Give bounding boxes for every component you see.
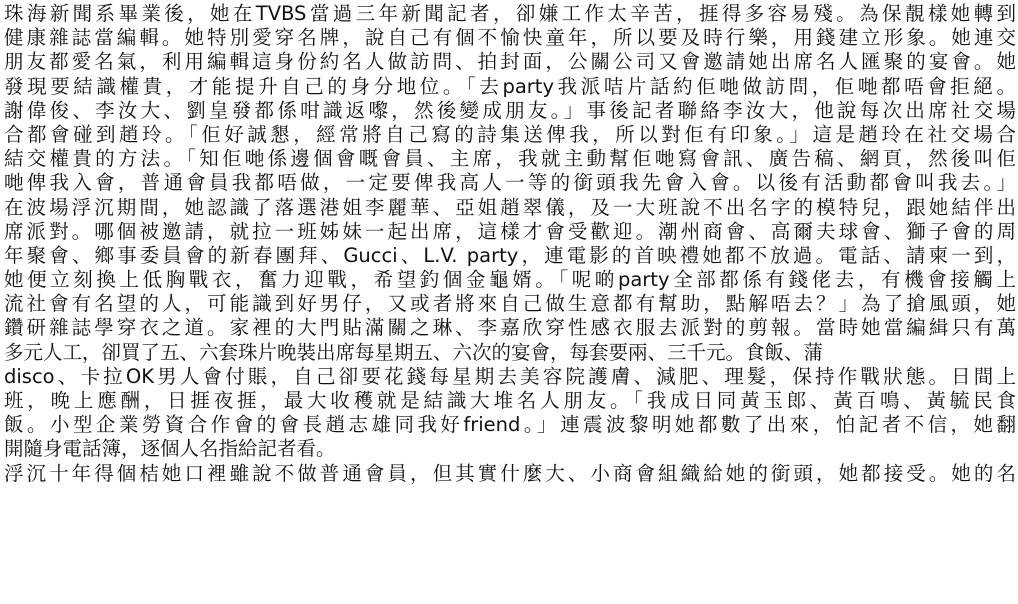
text-line: 健康雜誌當編輯。她特別愛穿名牌，說自己有個不愉快童年，所以要及時行樂，用錢建立形象。她連交 bbox=[4, 26, 1016, 50]
text-line: disco、卡拉OK男人會付賬，自己卻要花錢每星期去美容院護膚、減肥、理髮，保持作戰狀態。日間上 bbox=[4, 364, 1016, 388]
text-line: 珠海新聞系畢業後，她在TVBS當過三年新聞記者，卻嫌工作太辛苦，捱得多容易殘。為保靚樣她轉到 bbox=[4, 2, 1016, 25]
text-line: 她便立刻換上低胸戰衣，奮力迎戰，希望釣個金龜婿。「呢啲party全部都係有錢佬去，有機會接觸上 bbox=[4, 268, 1016, 292]
text-line: 哋俾我入會，普通會員我都唔做，一定要俾我高人一等的銜頭我先會入會。以後有活動都會叫我去。」 bbox=[4, 171, 1016, 195]
text-line: 班，晚上應酬，日捱夜捱，最大收穫就是結識大堆名人朋友。「我成日同黃玉郎、黃百鳴、黃毓民食 bbox=[4, 389, 1016, 412]
text-line: 發現要結識權貴，才能提升自己的身分地位。「去party我派咭片話約佢哋做訪問，佢哋都唔會拒絕。 bbox=[4, 74, 1016, 98]
text-line: 多元人工，卻買了五、六套珠片晚裝出席每星期五、六次的宴會，每套要兩、三千元。食飯、蒲 bbox=[4, 340, 824, 364]
text-line: 在波場浮沉期間，她認識了落選港姐李麗華、亞姐趙翠儀，及一大班說不出名字的模特兒，跟她結伴出 bbox=[4, 195, 1016, 219]
text-line: 鑽研雜誌學穿衣之道。家裡的大門貼滿關之琳、李嘉欣穿性感衣服去派對的剪報。當時她當編緝只有萬 bbox=[4, 316, 1016, 340]
article-body bbox=[4, 2, 1016, 486]
text-line: 席派對。哪個被邀請，就拉一班姊妹一起出席，這樣才會受歡迎。潮州商會、高爾夫球會、獅子會的周 bbox=[4, 219, 1016, 243]
text-line: 流社會有名望的人，可能識到好男仔，又或者將來自己做生意都有幫助，點解唔去？」為了搶風頭，她 bbox=[4, 292, 1016, 316]
text-line: 合都會碰到趙玲。「佢好誠懇，經常將自己寫的詩集送俾我，所以對佢有印象。」這是趙玲在社交場合 bbox=[4, 122, 1016, 146]
text-line: 朋友都愛名氣，利用編輯這身份約名人做訪問、拍封面，公關公司又會邀請她出席名人匯聚的宴會。她 bbox=[4, 50, 1016, 74]
text-line: 謝偉俊、李汝大、劉皇發都係咁識返嚟，然後變成朋友。」事後記者聯絡李汝大，他說每次出席社交場 bbox=[4, 98, 1016, 122]
text-line: 結交權貴的方法。「知佢哋係邊個會嘅會員、主席，我就主動幫佢哋寫會訊、廣告稿、網頁，然後叫佢 bbox=[4, 147, 1016, 171]
text-line: 飯。小型企業勞資合作會的會長趙志雄同我好friend。」連震波黎明她都數了出來，怕記者不信，她翻 bbox=[4, 413, 1016, 437]
text-line: 開隨身電話簿，逐個人名指給記者看。 bbox=[4, 437, 336, 461]
text-line: 浮沉十年得個桔她口裡雖說不做普通會員，但其實什麼大、小商會組織給她的銜頭，她都接受。她的名 bbox=[4, 461, 1016, 485]
text-line: 年聚會、鄉事委員會的新春團拜、Gucci、L.V. party，連電影的首映禮她都不放過。電話、請柬一到， bbox=[4, 243, 1016, 267]
